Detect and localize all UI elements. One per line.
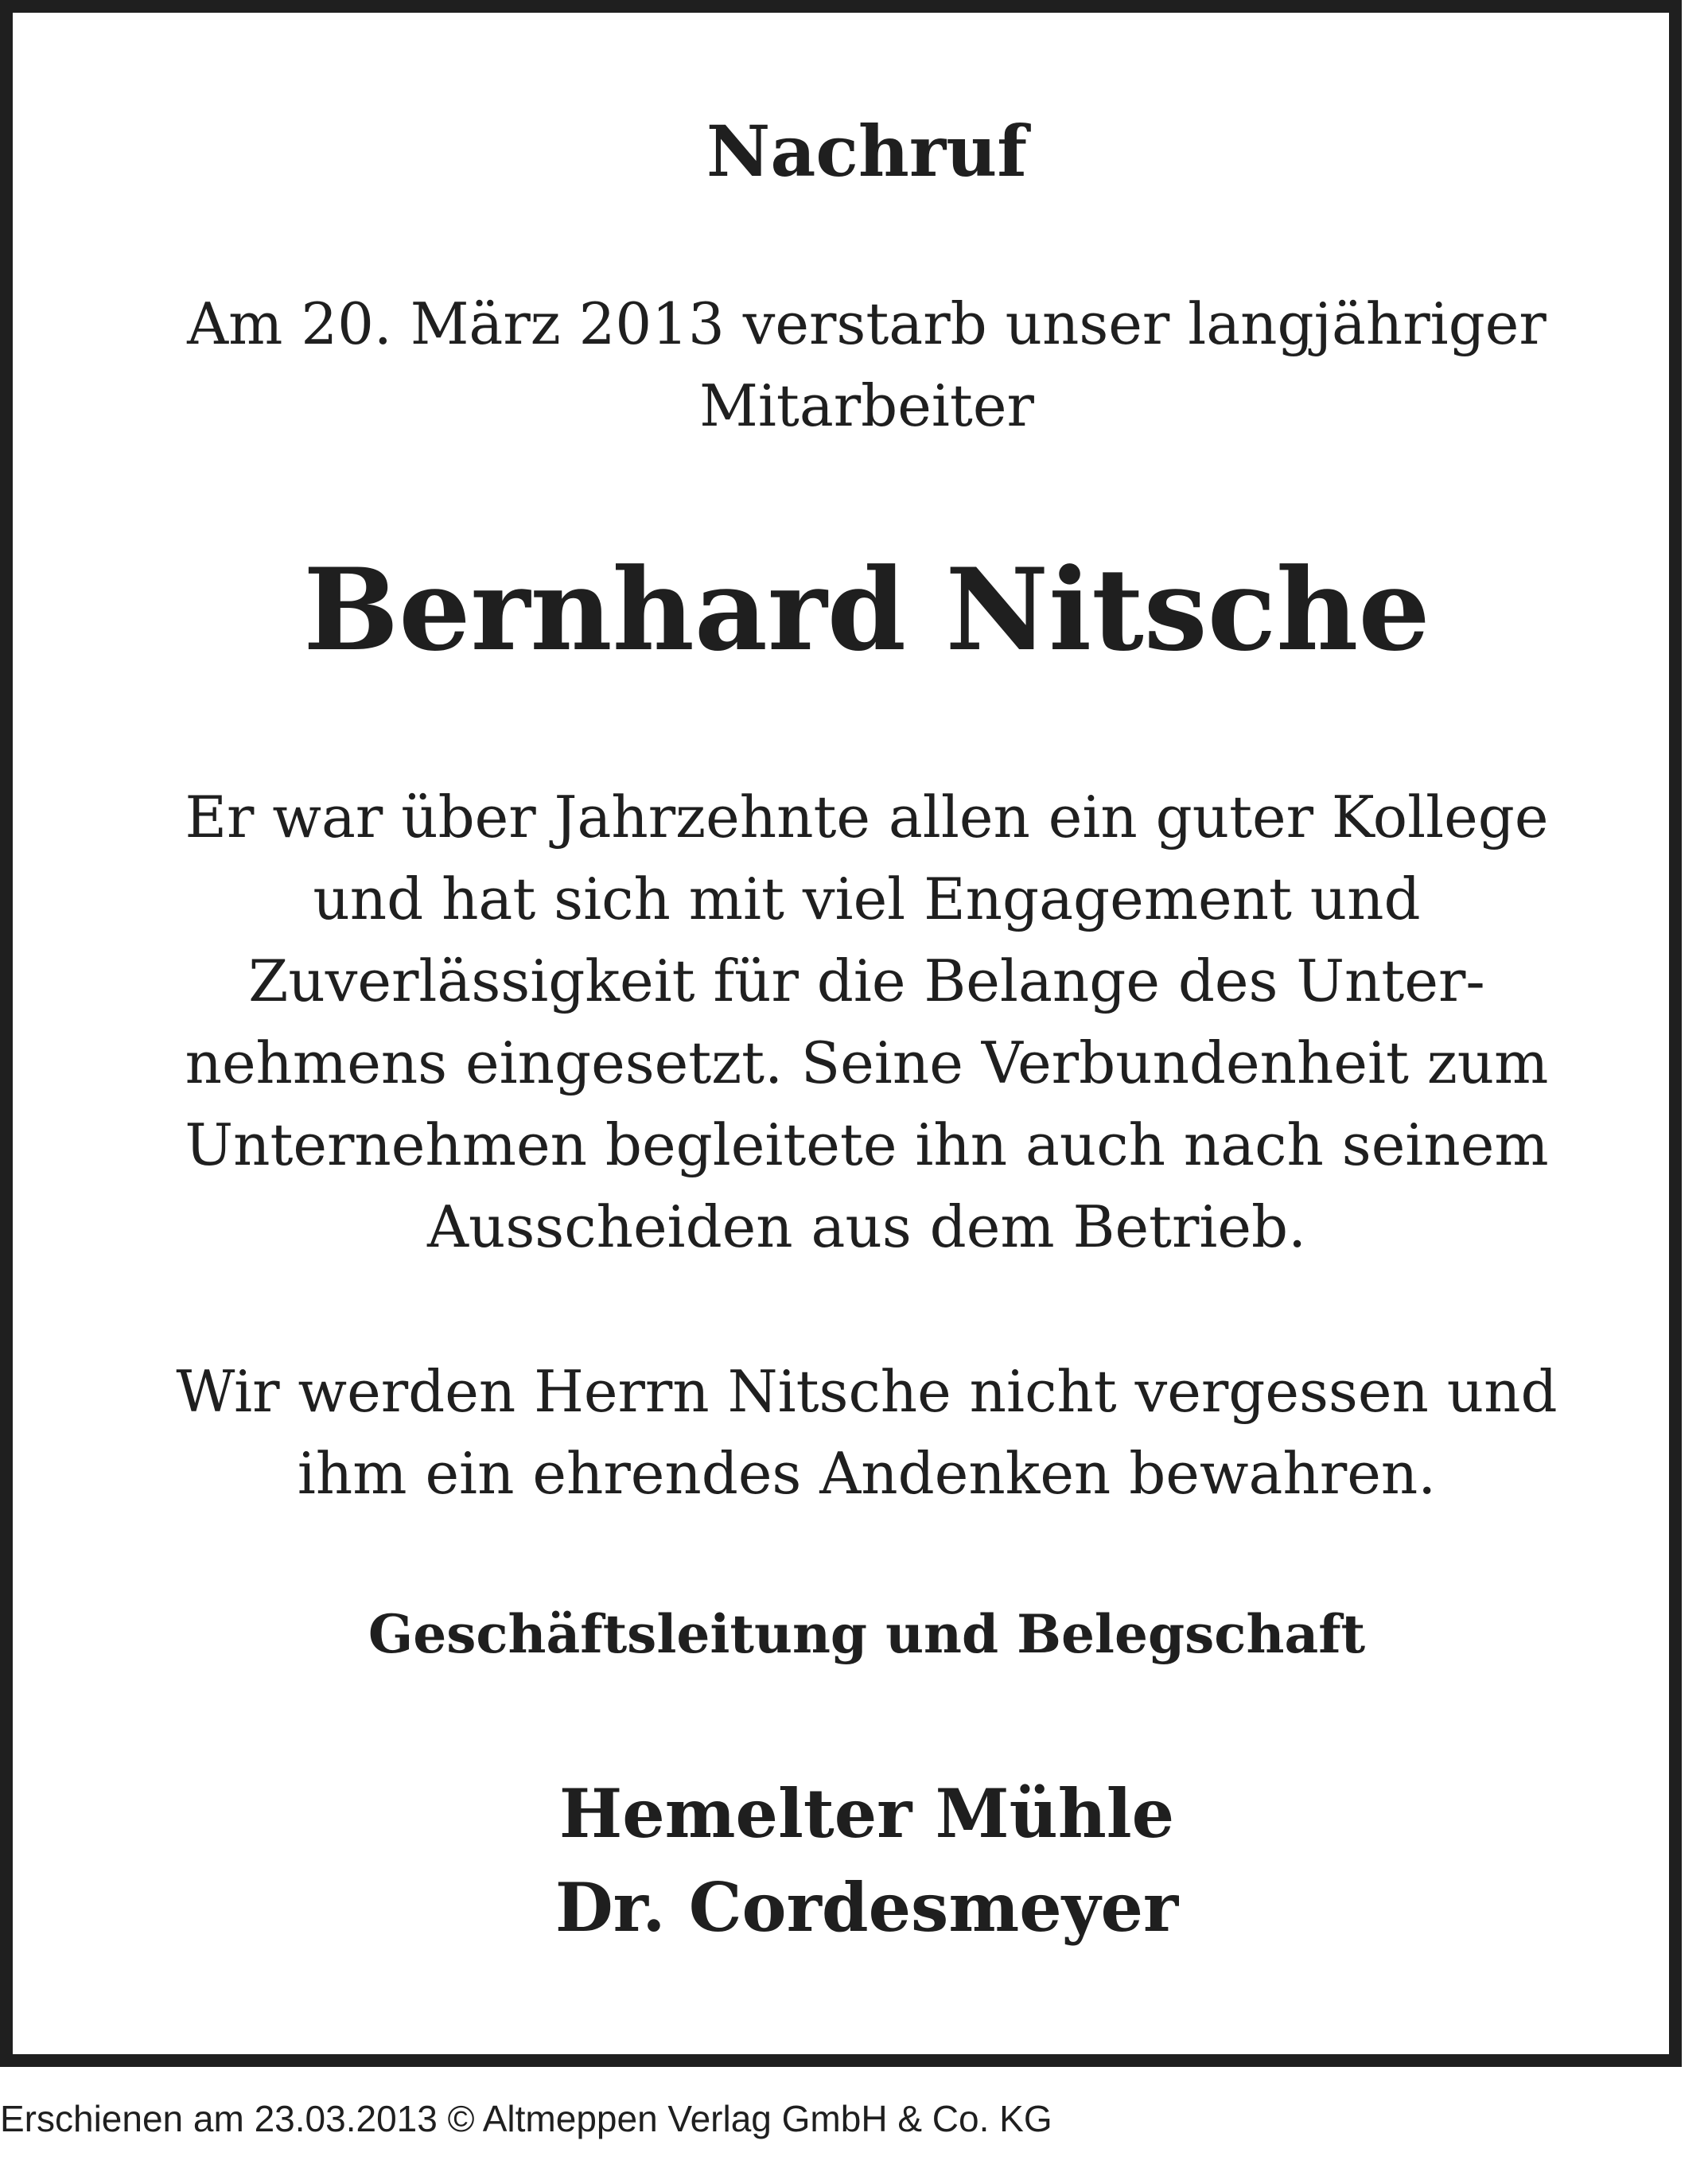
intro-line: Mitarbeiter [699, 372, 1034, 439]
company-name: Hemelter Mühle [558, 1774, 1175, 1853]
body-line: Ausscheiden aus dem Betrieb. [426, 1193, 1307, 1260]
notice-heading: Nachruf [706, 110, 1028, 193]
signoff: Geschäftsleitung und Belegschaft [368, 1603, 1366, 1665]
company-owner: Dr. Cordesmeyer [554, 1868, 1179, 1947]
body-line: Er war über Jahrzehnte allen ein guter Kollege [185, 784, 1549, 850]
body-line: Zuverlässigkeit für die Belange des Unter- [248, 948, 1485, 1014]
body-line: nehmens eingesetzt. Seine Verbundenheit zum [185, 1029, 1549, 1096]
closing-line: Wir werden Herrn Nitsche nicht vergessen und [176, 1358, 1558, 1425]
body-line: und hat sich mit viel Engagement und [313, 866, 1421, 932]
deceased-name: Bernhard Nitsche [303, 544, 1430, 676]
intro-line: Am 20. März 2013 verstarb unser langjähriger [187, 290, 1547, 357]
body-line: Unternehmen begleitete ihn auch nach seinem [185, 1111, 1549, 1178]
publication-footer: Erschienen am 23.03.2013 © Altmeppen Verlag GmbH & Co. KG [0, 2098, 1052, 2139]
closing-line: ihm ein ehrendes Andenken bewahren. [297, 1440, 1437, 1507]
